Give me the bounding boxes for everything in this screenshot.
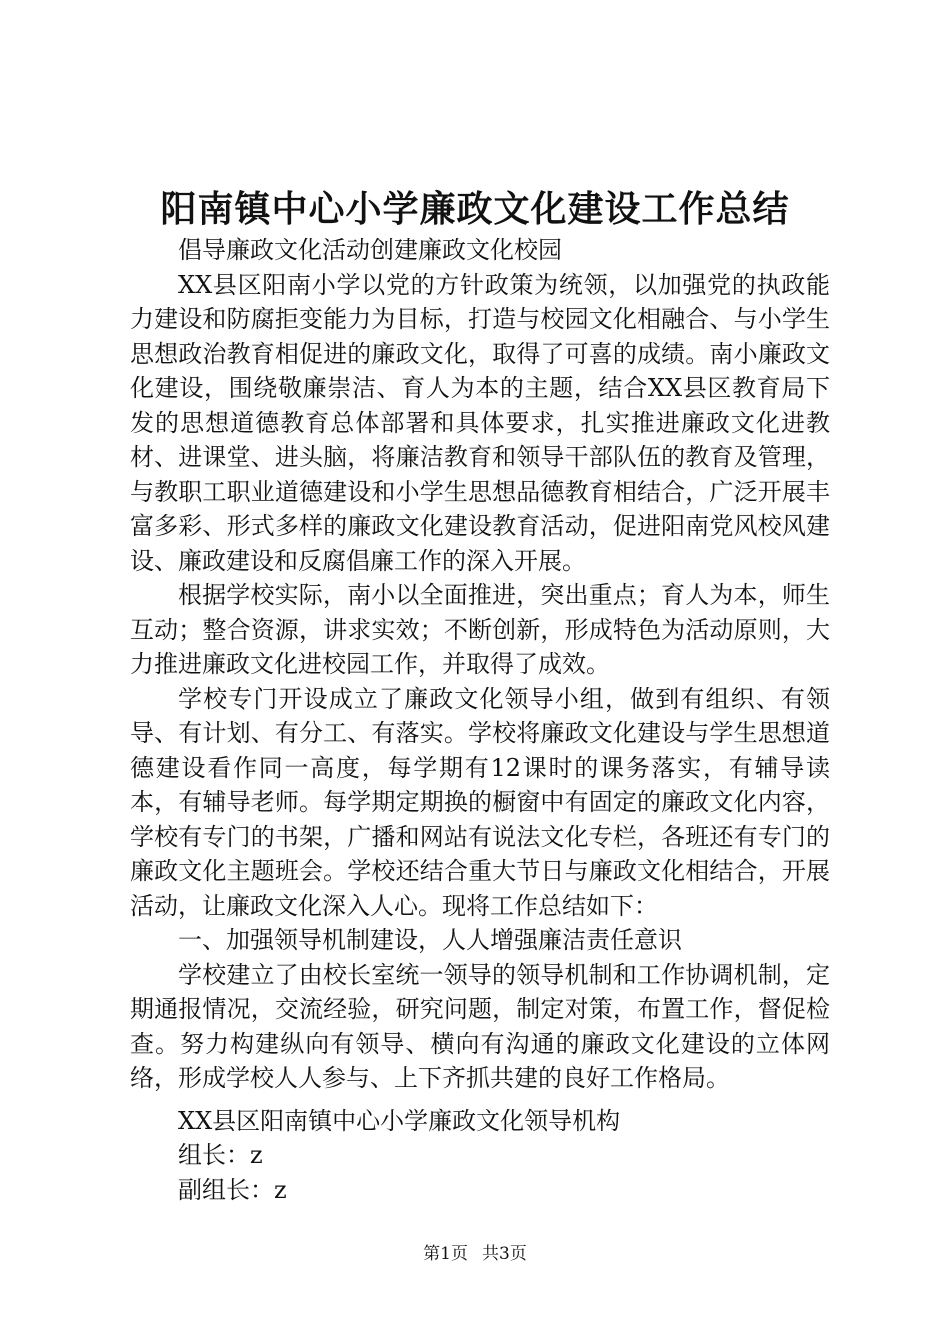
intro-paragraph: XX县区阳南小学以党的方针政策为统领，以加强党的执政能力建设和防腐拒变能力为目标，打造与校园文化相融合、与小学生思想政治教育相促进的廉政文化，取得了可喜的成绩。南小廉政文化建设，围绕敬廉崇洁、育人为本的主题，结合XX县区教育局下发的思想道德教育总体部署和具体要求，扎实推进廉政文化进教材、进课堂、进头脑，将廉洁教育和领导干部队伍的教育及管理，与教职工职业道德建设和小学生思想品德教育相结合，广泛开展丰富多彩、形式多样的廉政文化建设教育活动，促进阳南党风校风建设、廉政建设和反腐倡廉工作的深入开展。 (130, 270, 830, 575)
mechanism-paragraph: 学校建立了由校长室统一领导的领导机制和工作协调机制，定期通报情况，交流经验，研究问题，制定对策，布置工作，督促检查。努力构建纵向有领导、横向有沟通的廉政文化建设的立体网络，形成学校人人参与、上下齐抓共建的良好工作格局。 (130, 960, 830, 1092)
principles-paragraph: 根据学校实际，南小以全面推进，突出重点；育人为本，师生互动；整合资源，讲求实效；不断创新，形成特色为活动原则，大力推进廉政文化进校园工作，并取得了成效。 (130, 581, 830, 678)
document-title: 阳南镇中心小学廉政文化建设工作总结 (160, 188, 790, 230)
leader-line: 组长：z (178, 1141, 263, 1169)
organization-paragraph: 学校专门开设成立了廉政文化领导小组，做到有组织、有领导、有计划、有分工、有落实。学校将廉政文化建设与学生思想道德建设看作同一高度，每学期有12课时的课务落实，有辅导读本，有辅导老师。每学期定期换的橱窗中有固定的廉政文化内容，学校有专门的书架，广播和网站有说法文化专栏，各班还有专门的廉政文化主题班会。学校还结合重大节日与廉政文化相结合，开展活动，让廉政文化深入人心。现将工作总结如下： (130, 684, 830, 920)
page-number: 第1页 (423, 1244, 468, 1264)
leadership-heading: XX县区阳南镇中心小学廉政文化领导机构 (178, 1106, 621, 1135)
page-total: 共3页 (482, 1244, 527, 1264)
section-heading: 一、加强领导机制建设，人人增强廉洁责任意识 (178, 926, 682, 954)
deputy-leader-line: 副组长：z (178, 1175, 287, 1204)
page-footer (0, 1243, 950, 1265)
subtitle-paragraph: 倡导廉政文化活动创建廉政文化校园 (178, 236, 562, 264)
document-body (130, 233, 830, 1207)
